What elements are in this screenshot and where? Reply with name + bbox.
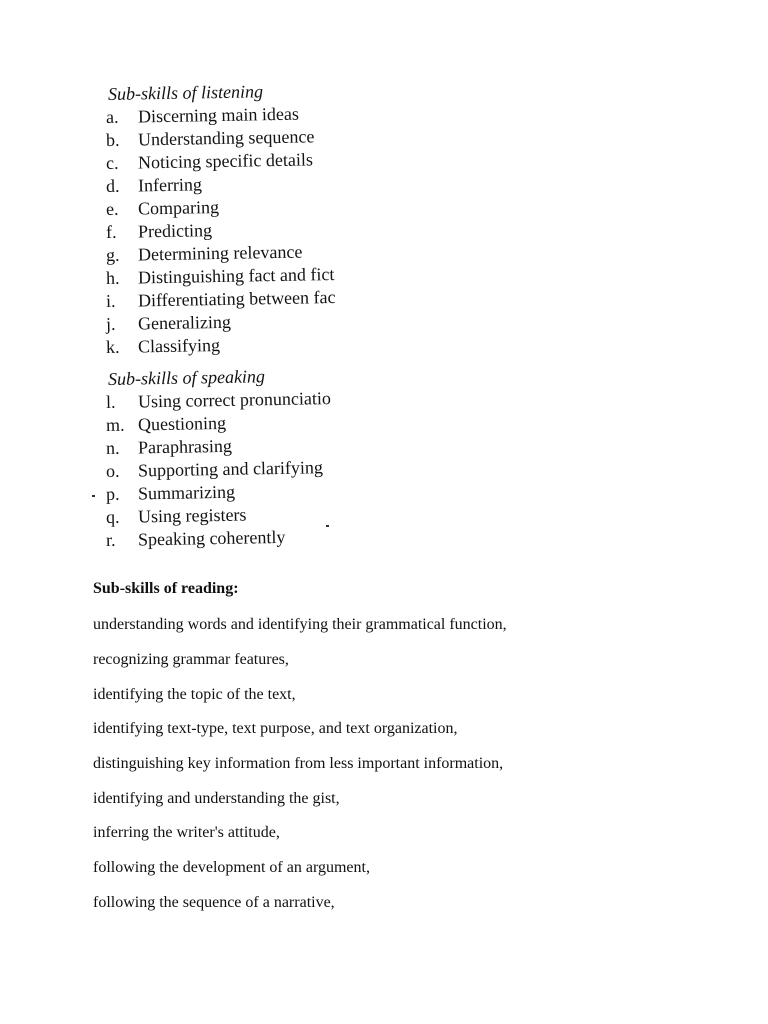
speaking-item: [106, 388, 331, 413]
speaking-heading: Sub-skills of speaking: [107, 366, 266, 389]
item-letter: e.: [105, 198, 119, 219]
reading-line: identifying text-type, text purpose, and text organization,: [93, 720, 458, 737]
item-text: Noticing specific details: [137, 149, 314, 173]
listening-heading: Sub-skills of listening: [107, 81, 264, 104]
speaking-item: [106, 527, 286, 551]
item-letter: i.: [105, 290, 116, 311]
listening-item: [106, 197, 219, 220]
reading-line: following the development of an argument,: [93, 859, 370, 876]
item-text: Using registers: [137, 504, 247, 527]
scanned-skills-image: [100, 80, 370, 560]
item-text: Distinguishing fact and fict: [137, 264, 335, 288]
reading-line: understanding words and identifying their grammatical function,: [93, 616, 507, 633]
listening-item: [106, 104, 299, 128]
item-letter: p.: [105, 483, 120, 504]
item-text: Supporting and clarifying: [137, 457, 324, 481]
listening-item: [106, 220, 212, 243]
item-letter: g.: [105, 244, 120, 265]
listening-item: [106, 242, 303, 266]
item-text: Paraphrasing: [137, 435, 233, 458]
reading-line: identifying the topic of the text,: [93, 686, 296, 703]
item-letter: n.: [105, 437, 120, 458]
item-text: Differentiating between fac: [137, 286, 336, 311]
item-text: Understanding sequence: [137, 126, 315, 150]
item-letter: o.: [105, 460, 120, 481]
listening-item: [106, 287, 336, 312]
listening-item: [106, 312, 231, 335]
item-text: Speaking coherently: [137, 526, 286, 550]
item-text: Questioning: [137, 412, 227, 435]
item-text: Comparing: [137, 197, 220, 219]
listening-item: [106, 126, 315, 151]
listening-item: [106, 174, 202, 197]
item-letter: q.: [105, 506, 120, 527]
item-letter: r.: [105, 529, 116, 550]
item-letter: b.: [105, 129, 120, 150]
item-letter: h.: [105, 267, 120, 288]
speaking-item: [106, 413, 226, 436]
scan-speck: [92, 495, 95, 497]
item-letter: f.: [105, 221, 117, 242]
item-text: Discerning main ideas: [137, 103, 300, 127]
reading-line: identifying and understanding the gist,: [93, 790, 340, 807]
item-letter: a.: [105, 106, 119, 127]
item-text: Generalizing: [137, 311, 232, 334]
listening-item: [106, 149, 313, 174]
item-letter: d.: [105, 175, 120, 196]
item-text: Classifying: [137, 335, 221, 357]
speaking-item: [106, 457, 323, 482]
item-text: Determining relevance: [137, 241, 303, 265]
reading-line: recognizing grammar features,: [93, 651, 289, 668]
reading-title: Sub-skills of reading:: [93, 580, 239, 597]
item-text: Predicting: [137, 220, 213, 242]
item-letter: j.: [105, 313, 116, 334]
scan-speck: [326, 525, 329, 527]
item-letter: m.: [105, 414, 125, 435]
speaking-item: [106, 505, 247, 528]
item-text: Inferring: [137, 174, 203, 196]
reading-line: distinguishing key information from less important information,: [93, 755, 504, 772]
listening-item: [106, 264, 335, 289]
item-letter: c.: [105, 152, 119, 173]
item-text: Summarizing: [137, 481, 236, 504]
item-text: Using correct pronunciatio: [137, 388, 332, 412]
speaking-item: [106, 482, 235, 505]
reading-line: following the sequence of a narrative,: [93, 894, 335, 911]
item-letter: l.: [105, 391, 116, 412]
listening-item: [106, 335, 220, 358]
speaking-item: [106, 436, 232, 459]
reading-line: inferring the writer's attitude,: [93, 824, 280, 841]
item-letter: k.: [105, 336, 120, 357]
